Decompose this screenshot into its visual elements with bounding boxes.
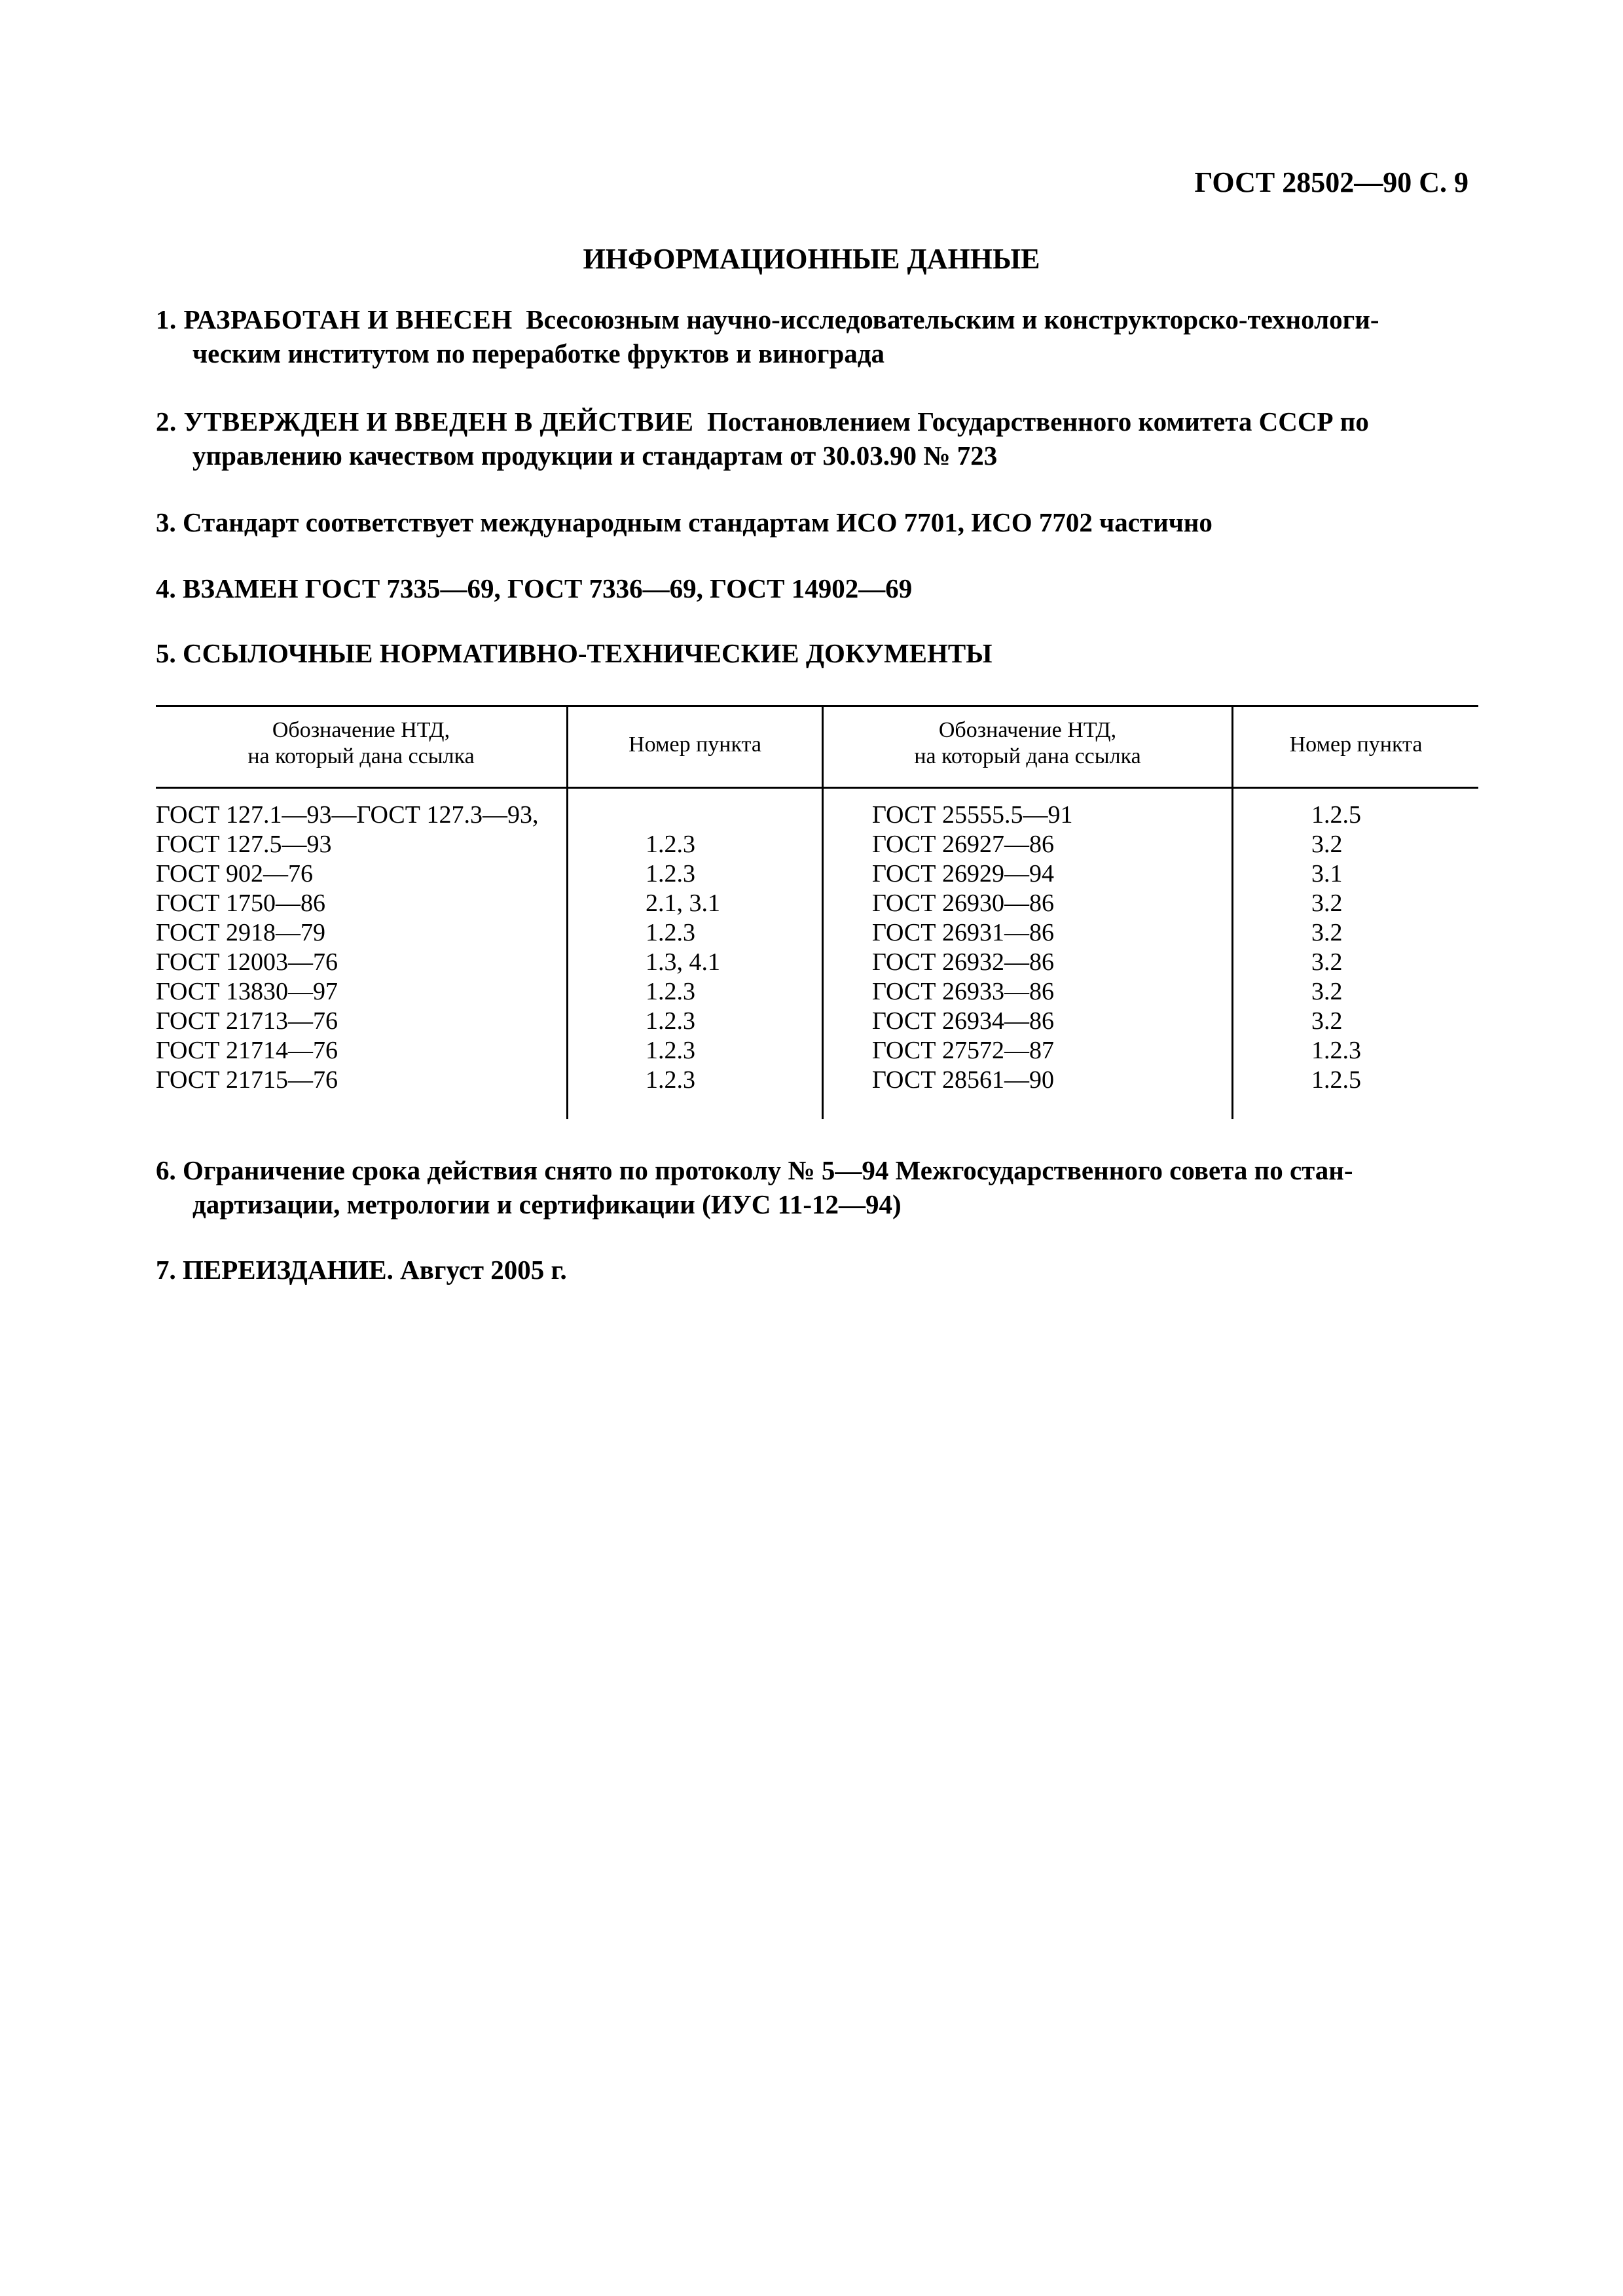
table-cell: 3.2 <box>1311 1007 1343 1035</box>
info-item-2-text: Постановлением Государственного комитета СССР по <box>706 406 1369 437</box>
page-title: ИНФОРМАЦИОННЫЕ ДАННЫЕ <box>583 243 1040 275</box>
table-cell: 1.2.3 <box>646 1066 695 1094</box>
column-right-nums <box>1311 800 1468 1095</box>
table-cell: 1.2.3 <box>646 919 695 946</box>
table-cell: ГОСТ 26929—94 <box>872 860 1054 888</box>
table-cell: ГОСТ 13830—97 <box>156 978 338 1005</box>
table-cell: 1.3, 4.1 <box>646 948 720 976</box>
info-item-1-line-1 <box>156 302 1478 336</box>
info-item-7 <box>156 1253 1478 1287</box>
table-cell: ГОСТ 21714—76 <box>156 1037 338 1064</box>
info-item-1-lead: 1. РАЗРАБОТАН И ВНЕСЕН <box>156 304 513 334</box>
table-cell: ГОСТ 26934—86 <box>872 1007 1054 1035</box>
table-cell: 1.2.3 <box>646 1037 695 1064</box>
table-cell: 1.2.3 <box>646 860 695 888</box>
table-cell: 1.2.3 <box>646 1007 695 1035</box>
reference-documents-table <box>156 705 1478 1119</box>
info-item-4 <box>156 571 1478 605</box>
table-cell: 3.2 <box>1311 948 1343 976</box>
table-cell: ГОСТ 902—76 <box>156 860 313 888</box>
column-left-docs <box>156 800 562 1095</box>
info-item-3-text: 3. Стандарт соответствует международным стандартам ИСО 7701, ИСО 7702 частично <box>156 507 1213 537</box>
table-cell: ГОСТ 127.1—93—ГОСТ 127.3—93, <box>156 801 539 829</box>
column-header-doc-left-line-1: Обозначение НТД, <box>272 718 450 742</box>
table-cell: 1.2.5 <box>1311 801 1361 829</box>
table-divider-1 <box>566 707 568 1119</box>
info-item-2-lead: 2. УТВЕРЖДЕН И ВВЕДЕН В ДЕЙСТВИЕ <box>156 406 694 437</box>
info-item-4-text: 4. ВЗАМЕН ГОСТ 7335—69, ГОСТ 7336—69, ГОСТ 14902—69 <box>156 573 913 603</box>
table-cell: 3.2 <box>1311 889 1343 917</box>
table-cell: ГОСТ 2918—79 <box>156 919 325 946</box>
table-cell: ГОСТ 26933—86 <box>872 978 1054 1005</box>
column-right-docs <box>872 800 1226 1095</box>
info-item-5 <box>156 636 1478 670</box>
info-item-1-line-2: ческим институтом по переработке фруктов и винограда <box>192 338 884 368</box>
table-cell: ГОСТ 25555.5—91 <box>872 801 1073 829</box>
page-reference: ГОСТ 28502—90 С. 9 <box>1194 166 1468 198</box>
column-header-num-right: Номер пункта <box>1289 732 1423 757</box>
column-header-doc-right <box>824 717 1231 770</box>
column-header-doc-right-line-1: Обозначение НТД, <box>938 718 1117 742</box>
table-cell: ГОСТ 1750—86 <box>156 889 325 917</box>
table-cell: 1.2.3 <box>646 831 695 858</box>
column-header-doc-right-line-2: на который дана ссылка <box>914 744 1141 768</box>
info-item-6-line-2: дартизации, метрологии и сертификации (ИУС 11-12—94) <box>192 1189 902 1219</box>
info-item-1 <box>156 302 1478 370</box>
table-cell: 2.1, 3.1 <box>646 889 720 917</box>
table-cell: 3.2 <box>1311 919 1343 946</box>
table-cell: ГОСТ 27572—87 <box>872 1037 1054 1064</box>
table-cell: 3.1 <box>1311 860 1343 888</box>
table-cell: ГОСТ 28561—90 <box>872 1066 1054 1094</box>
table-cell: 3.2 <box>1311 978 1343 1005</box>
info-item-1-text: Всесоюзным научно-исследовательским и конструкторско-технологи- <box>526 304 1379 334</box>
info-item-7-text: 7. ПЕРЕИЗДАНИЕ. Август 2005 г. <box>156 1255 567 1285</box>
table-cell: ГОСТ 21713—76 <box>156 1007 338 1035</box>
info-item-6-line-1: 6. Ограничение срока действия снято по протоколу № 5—94 Межгосударственного совета по стан- <box>156 1155 1353 1185</box>
column-header-doc-left-line-2: на который дана ссылка <box>247 744 475 768</box>
column-header-doc-left <box>156 717 566 770</box>
column-left-nums <box>646 800 816 1095</box>
table-cell: 1.2.3 <box>1311 1037 1361 1064</box>
info-item-2-line-1 <box>156 404 1478 439</box>
table-cell <box>646 800 816 830</box>
table-cell: ГОСТ 26931—86 <box>872 919 1054 946</box>
table-divider-3 <box>1231 707 1233 1119</box>
table-cell: ГОСТ 26927—86 <box>872 831 1054 858</box>
table-cell: ГОСТ 21715—76 <box>156 1066 338 1094</box>
info-item-2 <box>156 404 1478 473</box>
column-header-num-left: Номер пункта <box>629 732 761 757</box>
table-cell: 1.2.3 <box>646 978 695 1005</box>
table-cell: ГОСТ 12003—76 <box>156 948 338 976</box>
table-cell: ГОСТ 26930—86 <box>872 889 1054 917</box>
table-cell: ГОСТ 127.5—93 <box>156 831 332 858</box>
table-cell: 3.2 <box>1311 831 1343 858</box>
info-item-3 <box>156 505 1478 539</box>
table-header-rule <box>156 787 1478 789</box>
info-item-2-line-2: управлению качеством продукции и стандартам от 30.03.90 № 723 <box>192 440 998 471</box>
info-item-6 <box>156 1153 1478 1221</box>
table-cell: 1.2.5 <box>1311 1066 1361 1094</box>
info-item-5-text: 5. ССЫЛОЧНЫЕ НОРМАТИВНО-ТЕХНИЧЕСКИЕ ДОКУМЕНТЫ <box>156 638 993 668</box>
table-cell: ГОСТ 26932—86 <box>872 948 1054 976</box>
